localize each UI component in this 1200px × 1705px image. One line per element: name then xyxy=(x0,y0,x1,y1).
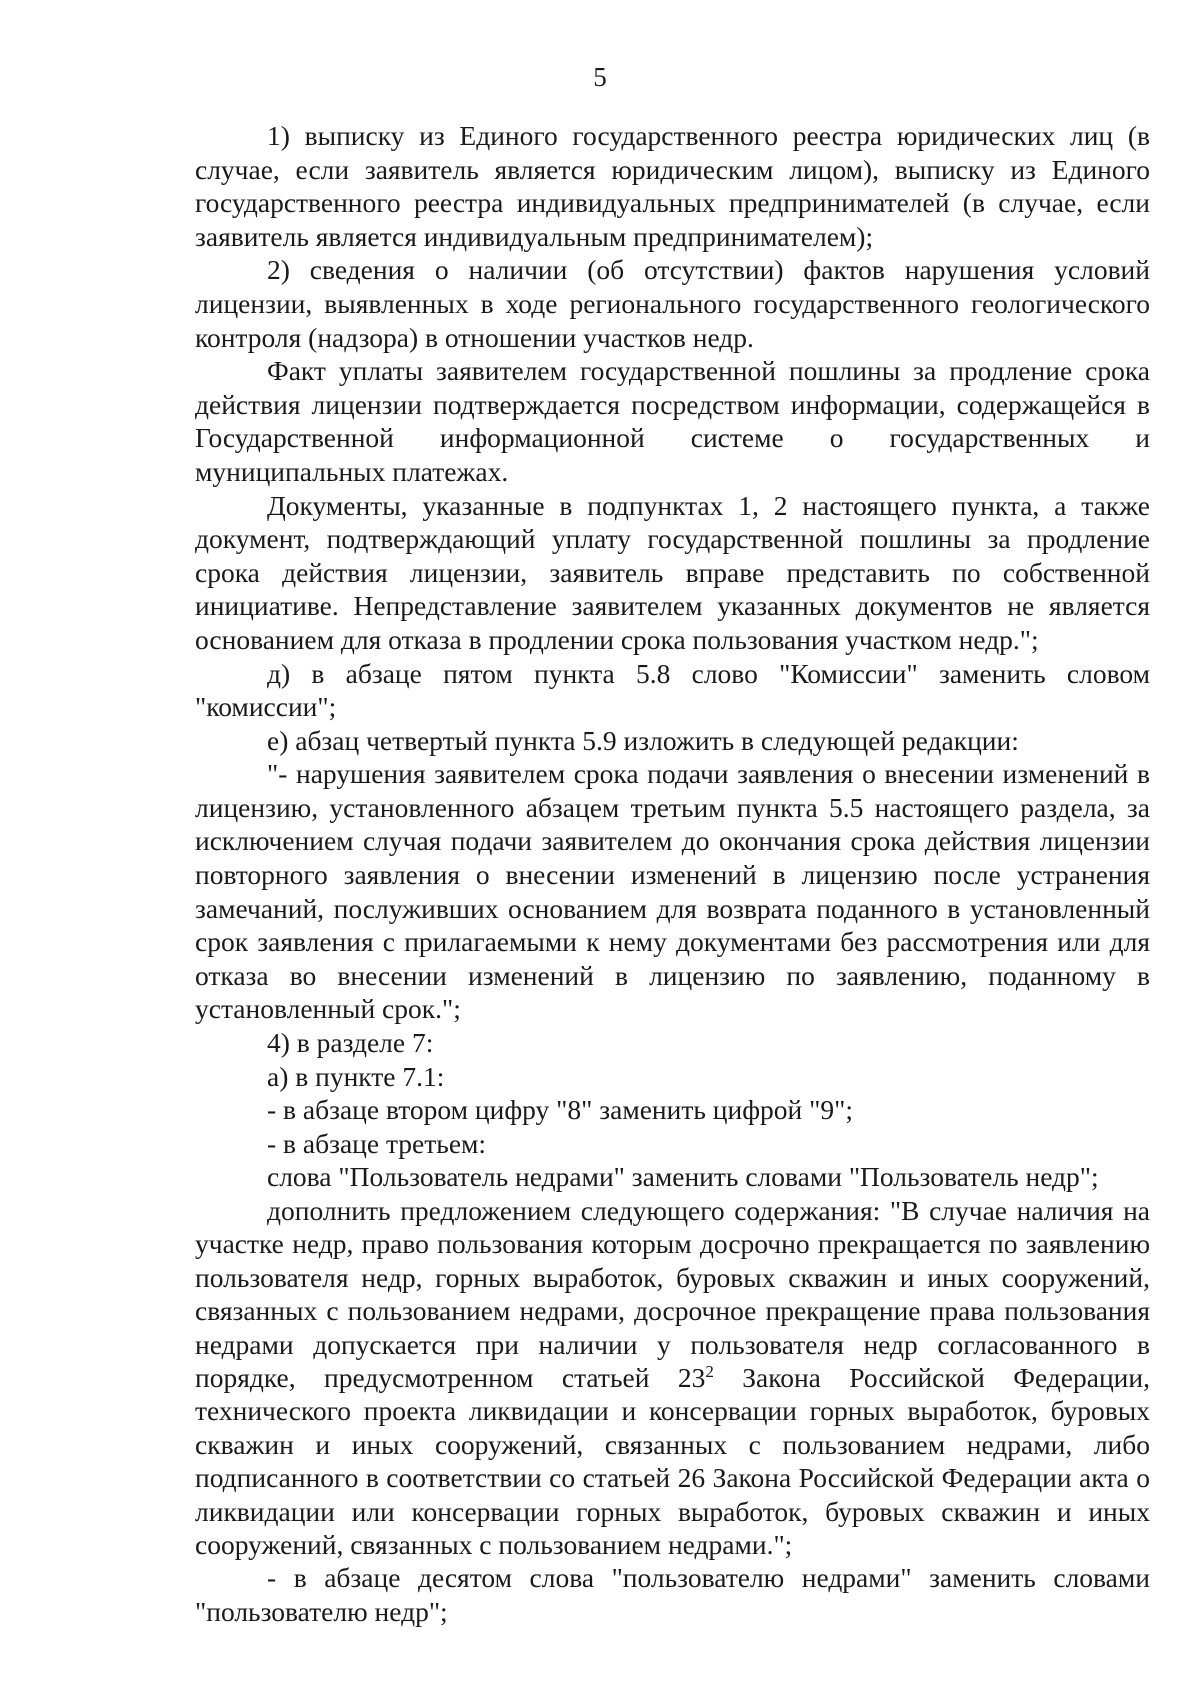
paragraph-supplement-sentence xyxy=(195,1194,1150,1561)
paragraph-item-d: д) в абзаце пятом пункта 5.8 слово "Комиссии" заменить словом "комиссии"; xyxy=(195,657,1150,723)
paragraph-documents: Документы, указанные в подпунктах 1, 2 настоящего пункта, а также документ, подтверждающий уплату государственной пошлины за продление срока действия лицензии, заявитель вправе представить по собственной инициативе. Непредставление заявителем указанных документов не является основанием для отказа в продлении срока пользования участком недр."; xyxy=(195,489,1150,655)
supplement-text-start: дополнить предложением следующего содержания: "В случае наличия на участке недр, право пользования которым досрочно прекращается по заявлению пользователя недр, горных выработок, буровых скважин и иных сооружений, связанных с пользованием недрами, досрочное прекращение права пользования недрами допускается при наличии у пользователя недр согласованного в порядке, предусмотренном статьей 23 xyxy=(195,1195,1150,1394)
paragraph-section-7: 4) в разделе 7: xyxy=(267,1027,434,1059)
paragraph-extract-register: 1) выписку из Единого государственного реестра юридических лиц (в случае, если заявитель является юридическим лицом), выписку из Единого государственного реестра индивидуальных предпринимателей (в случае, если заявитель является индивидуальным предпринимателем); xyxy=(195,120,1150,252)
document-body-lower xyxy=(195,1194,1150,1628)
paragraph-tenth-abzac: - в абзаце десятом слова "пользователю недрами" заменить словами "пользователю недр"; xyxy=(195,1562,1150,1627)
page-number: 5 xyxy=(593,62,607,92)
paragraph-third-abzac: - в абзаце третьем: xyxy=(267,1127,487,1159)
paragraph-replace-words: слова "Пользователь недрами" заменить словами "Пользователь недр"; xyxy=(267,1161,1099,1193)
supplement-text-end: Закона Российской Федерации, технического проекта ликвидации и консервации горных выработок, буровых скважин и иных сооружений, связанных с пользованием недрами, либо подписанного в соответствии со статьей 26 Закона Российской Федерации акта о ликвидации или консервации горных выработок, буровых скважин и иных сооружений, связанных с пользованием недрами."; xyxy=(195,1362,1150,1561)
paragraph-state-fee: Факт уплаты заявителем государственной пошлины за продление срока действия лицензии подтверждается посредством информации, содержащейся в Государственной информационной системе о государственных и муниципальных платежах. xyxy=(195,355,1150,487)
paragraph-second-abzac: - в абзаце втором цифру "8" заменить цифрой "9"; xyxy=(267,1094,853,1126)
paragraph-violation-quote: "- нарушения заявителем срока подачи заявления о внесении изменений в лицензию, установленного абзацем третьим пункта 5.5 настоящего раздела, за исключением случая подачи заявителем до окончания срока действия лицензии повторного заявления о внесении изменений в лицензию после устранения замечаний, послуживших основанием для возврата поданного в установленный срок заявления с прилагаемыми к нему документами без рассмотрения или для отказа во внесении изменений в лицензию по заявлению, поданному в установленный срок."; xyxy=(195,758,1150,1025)
paragraph-item-e: е) абзац четвертый пункта 5.9 изложить в следующей редакции: xyxy=(267,724,1019,756)
paragraph-item-7-1: а) в пункте 7.1: xyxy=(267,1060,445,1092)
article-superscript: 2 xyxy=(705,1362,714,1382)
document-body xyxy=(195,119,1150,1628)
paragraph-license-violations: 2) сведения о наличии (об отсутствии) фактов нарушения условий лицензии, выявленных в ходе регионального государственного геологического контроля (надзора) в отношении участков недр. xyxy=(195,254,1150,353)
